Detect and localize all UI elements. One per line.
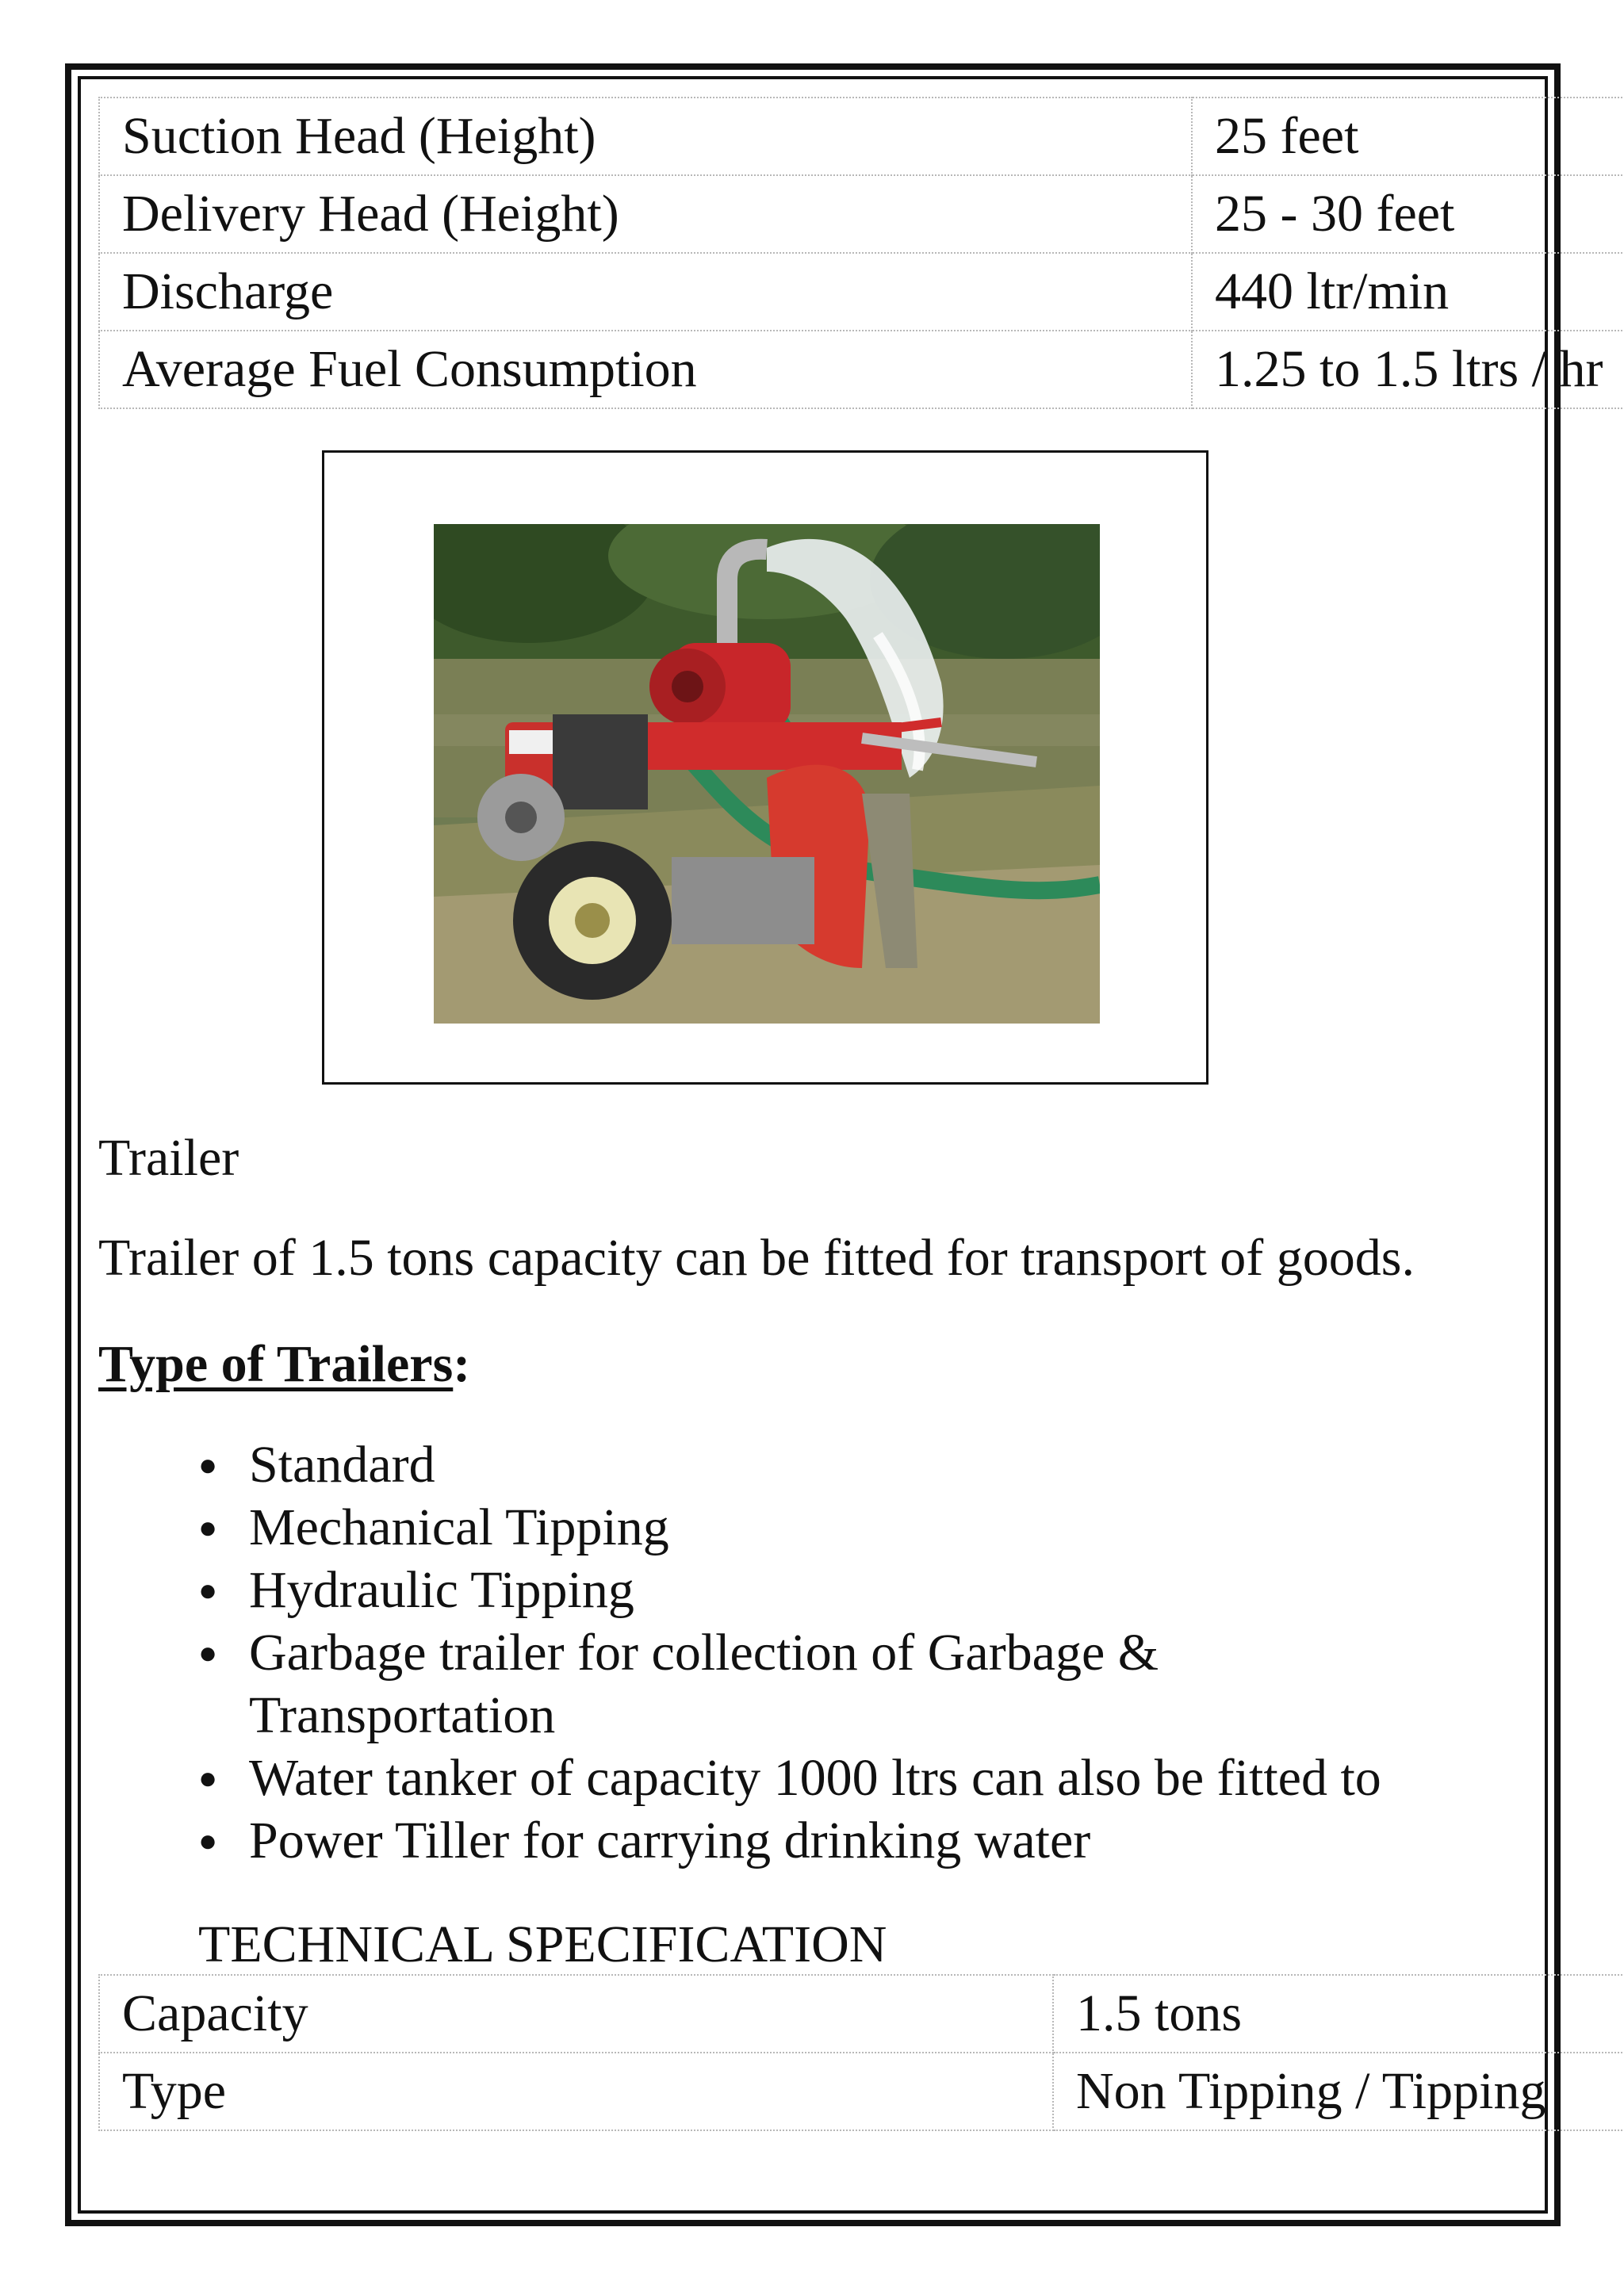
- table-row: [99, 2053, 1624, 2130]
- trailer-types-heading-colon: :: [453, 1335, 471, 1393]
- list-item-text: Transportation: [249, 1686, 556, 1744]
- spec-label: Delivery Head (Height): [99, 175, 1192, 253]
- bullet-icon: ●: [198, 1635, 218, 1670]
- spec-value: 25 - 30 feet: [1192, 175, 1624, 253]
- list-item-text: Standard: [249, 1436, 435, 1494]
- spec-value: Non Tipping / Tipping: [1053, 2053, 1624, 2130]
- list-item: [198, 1621, 1381, 1684]
- bullet-icon: ●: [198, 1510, 218, 1545]
- spec-value: 25 feet: [1192, 98, 1624, 175]
- table-row: [99, 1975, 1624, 2053]
- list-item: [198, 1433, 1381, 1496]
- spec-label: Capacity: [99, 1975, 1053, 2053]
- spec-label: Discharge: [99, 253, 1192, 331]
- table-row: [99, 253, 1624, 331]
- pump-spec-table: [98, 97, 1624, 409]
- spec-label: Type: [99, 2053, 1053, 2130]
- bullet-icon: ●: [198, 1760, 218, 1796]
- list-item: [198, 1809, 1381, 1872]
- list-item-text: Mechanical Tipping: [249, 1498, 669, 1556]
- list-item-text: Water tanker of capacity 1000 ltrs can also be fitted to: [249, 1749, 1381, 1807]
- trailer-spec-table: [98, 1974, 1624, 2131]
- table-row: [99, 98, 1624, 175]
- list-item-continuation: [198, 1684, 1381, 1747]
- spec-label: Average Fuel Consumption: [99, 331, 1192, 408]
- spec-label: Suction Head (Height): [99, 98, 1192, 175]
- list-item-text: Power Tiller for carrying drinking water: [249, 1812, 1091, 1869]
- trailer-description: Trailer of 1.5 tons capacity can be fitted for transport of goods.: [98, 1229, 1415, 1287]
- bullet-icon: ●: [198, 1823, 218, 1858]
- trailer-types-list: [198, 1433, 1381, 1872]
- list-item-text: Hydraulic Tipping: [249, 1561, 634, 1619]
- power-tiller-water-pump-photo-icon: [434, 524, 1100, 1024]
- bullet-icon: ●: [198, 1447, 218, 1483]
- technical-specification-heading: TECHNICAL SPECIFICATION: [198, 1915, 887, 1973]
- table-row: [99, 175, 1624, 253]
- spec-value: 1.5 tons: [1053, 1975, 1624, 2053]
- trailer-types-heading: [98, 1335, 471, 1393]
- bullet-icon: ●: [198, 1572, 218, 1608]
- spec-value: 1.25 to 1.5 ltrs / hr: [1192, 331, 1624, 408]
- list-item: [198, 1496, 1381, 1559]
- trailer-types-heading-text: Type of Trailers: [98, 1335, 454, 1393]
- list-item-text: Garbage trailer for collection of Garbage &: [249, 1624, 1159, 1682]
- trailer-heading: Trailer: [98, 1129, 239, 1187]
- photo-frame: [322, 450, 1208, 1085]
- list-item: [198, 1559, 1381, 1621]
- table-row: [99, 331, 1624, 408]
- spec-value: 440 ltr/min: [1192, 253, 1624, 331]
- list-item: [198, 1747, 1381, 1809]
